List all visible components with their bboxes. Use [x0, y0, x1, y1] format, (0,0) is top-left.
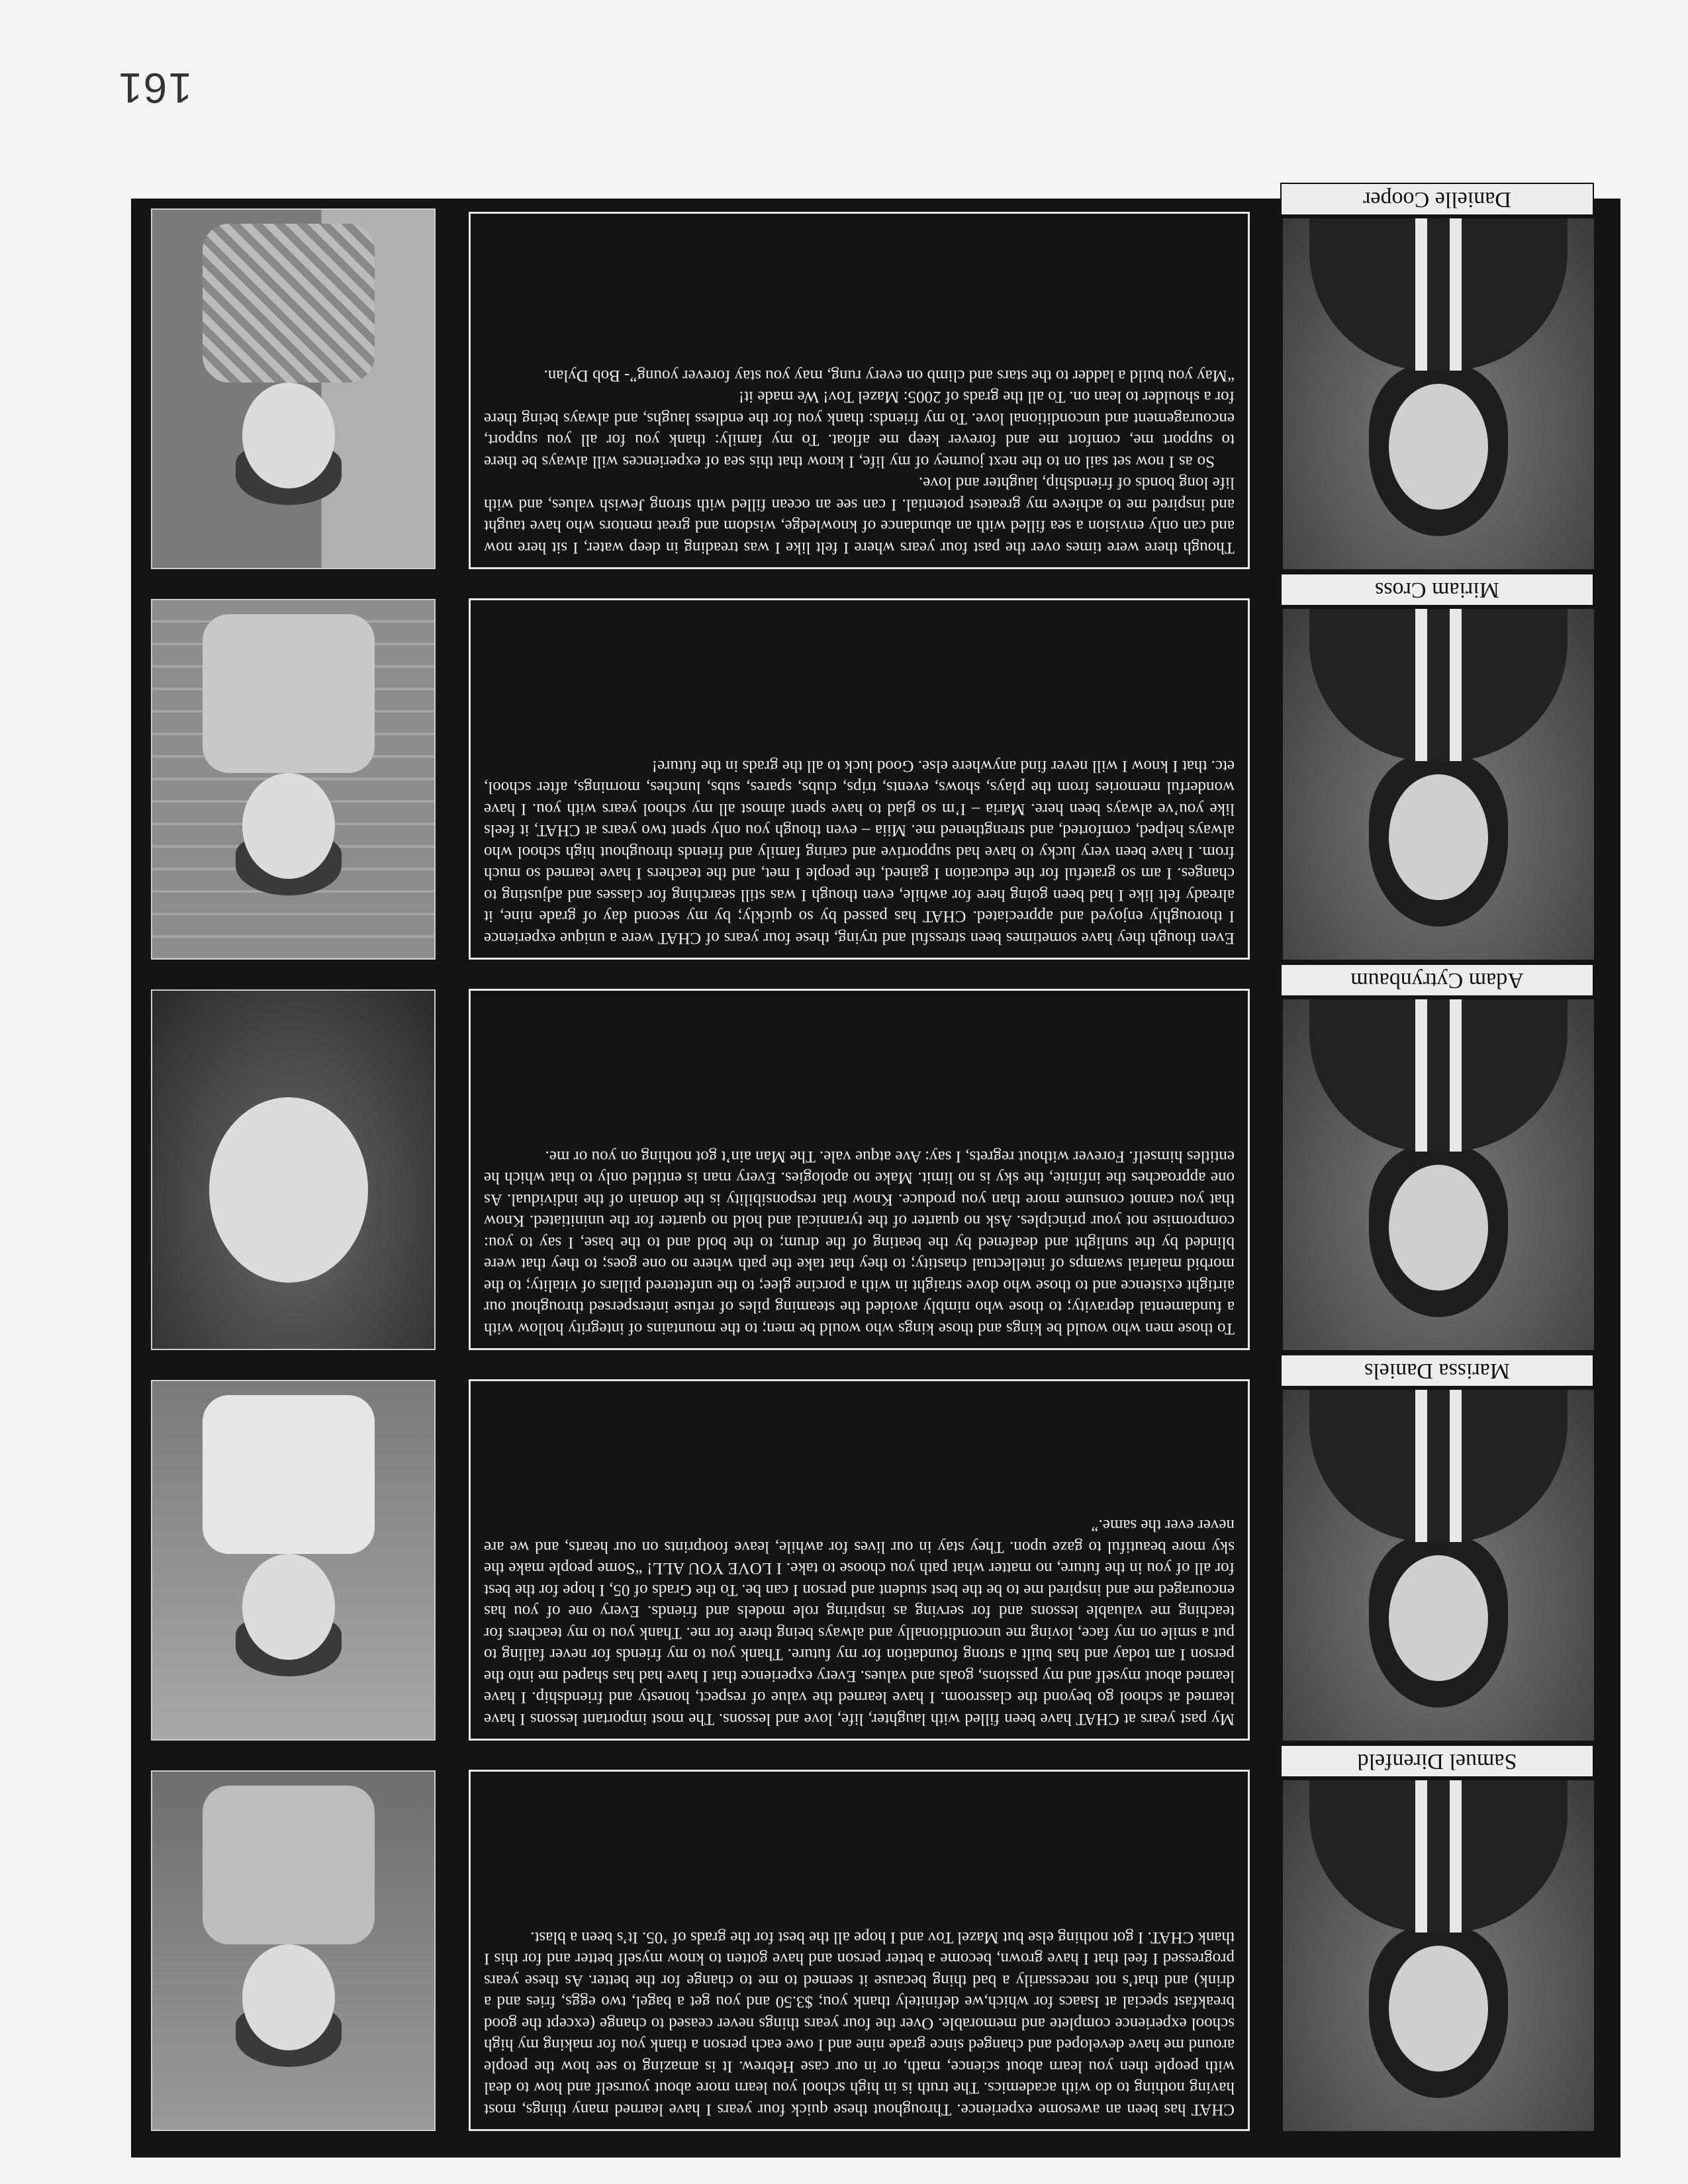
graduate-panel — [131, 187, 1620, 2158]
portrait-photo — [1283, 999, 1594, 1350]
childhood-photo — [151, 1770, 436, 2131]
student-message — [469, 1770, 1250, 2131]
childhood-photo — [151, 989, 436, 1350]
student-message — [469, 212, 1250, 569]
childhood-photo — [151, 599, 436, 960]
page-number: 161 — [117, 64, 192, 112]
message-paragraph: My past years at CHAT have been filled with laughter, life, love and lessons. The most important lessons I have learned at school go beyond the classroom. I have learned the value of respect, honesty and friendship. I have learned about myself and my passions, goals and values. Every experience that I have had has shaped me into the person I am today and has built a strong foundation for my future. Thank you to my friends for never failing to put a smile on my face, loving me unconditionally and always being there for me. Thank you to my teachers for teaching me valuable lessons and for serving as inspiring role models and friends. Every one of you has encouraged me and inspired me to be the best student and person I can be. To the Grads of 05, I hope for the best for all of you in the future, no matter what path you choose to take. I LOVE YOU ALL! “Some people make the sky more beautiful to gaze upon. They stay in our lives for awhile, leave footprints on our hearts, and we are never ever the same.” — [484, 1516, 1235, 1728]
student-message — [469, 989, 1250, 1350]
student-name: Danielle Cooper — [1280, 183, 1594, 216]
message-paragraph: Even though they have sometimes been stressful and trying, these four years of CHAT were a unique experience I thoroughly enjoyed and appreciated. CHAT has passed by so quickly; by my second day of grade nine, it already felt like I had been going here for awhile, even though I was still searching for classes and adjusting to changes. I am so grateful for the education I gained, the people I met, and the teachers I have learned so much from. I have been very lucky to have had supportive and caring family and friends throughout high school who always helped, comforted, and strengthened me. Miia – even though you only spent two years at CHAT, it feels like you’ve always been here. Maria – I’m so glad to have spent almost all my school years with you. I have wonderful memories from the plays, shows, events, trips, clubs, spares, subs, lunches, mornings, after school, etc. that I know I will never find anywhere else. Good luck to all the grads in the future! — [484, 757, 1235, 947]
student-name: Marissa Daniels — [1280, 1354, 1594, 1387]
message-paragraph: So as I now set sail on to the next journey of my life, I know that this sea of experiences will always be there to support me, comfort me and forever keep me afloat. To my family: thank you for all you support, encouragement and unconditional love. To my friends: thank you for the endless laughs, and always being there for a shoulder to lean on. To all the grads of 2005: Mazel Tov! We made it! — [484, 388, 1235, 471]
student-message — [469, 1379, 1250, 1741]
childhood-photo — [151, 208, 436, 569]
message-paragraph: CHAT has been an awesome experience. Throughout these quick four years I have learned many things, most having nothing to do with academics. The truth is in high school you learn more about yourself and how to deal with people then you learn about science, math, or in our case Hebrew. It is amazing to see how the people around me have developed and changed since grade nine and I owe each person a thank you for making my high school experience complete and memorable. Over the four years things never ceased to change (except the good breakfast special at Isaacs for which,we definitely thank you; $3.50 and you get a bagel, two eggs, fries and a drink) and that’s not necessarily a bad thing because it seemed to me to change for the better. As these years progressed I feel that I have grown, become a better person and have gotten to know myself better and for this I thank CHAT. I got nothing else but Mazel Tov and I hope all the best for the grads of ’05. It’s been a blast. — [484, 1929, 1235, 2118]
message-paragraph: Though there were times over the past four years where I felt like I was treading in deep water, I sit here now and can only envision a sea filled with an abundance of knowledge, wisdom and great mentors who have taught and inspired me to achieve my greatest potential. I can see an ocean filled with strong Jewish values, and with life long bonds of friendship, laughter and love. — [484, 474, 1235, 557]
student-name: Miriam Cross — [1280, 573, 1594, 606]
portrait-photo — [1283, 1780, 1594, 2131]
student-name: Adam Cytrynbaum — [1280, 964, 1594, 997]
childhood-photo — [151, 1380, 436, 1741]
student-name: Samuel Direnfeld — [1280, 1745, 1594, 1778]
message-paragraph: To those men who would be kings and those kings who would be men; to the mountains of integrity hollow with a fundamental depravity; to those who nimbly avoided the steaming piles of refuse interspersed throughout our airtight existence and to those who dove straight in with a porcine glee; to the unfettered pillars of vitality; to the morbid malarial swamps of intellectual chastity; to they that take the path where no one goes; to they that were blinded by the sunlight and deafened by the beating of the drum; to the bold and to the base, I say to you: compromise not your principles. Ask no quarter of the tyrannical and hold no quarter for the uninitiated. Know that you cannot consume more than you produce. Know that responsibility is the domain of the individual. As one approaches the infinite, the sky is no limit. Make no apologies. Every man is entitled only to that which he entitles himself. Forever without regrets, I say: Ave atque vale. The Man ain’t got nothing on you or me. — [484, 1148, 1235, 1338]
message-paragraph: “May you build a ladder to the stars and climb on every rung, may you stay forever young”- Bob Dylan. — [543, 367, 1235, 385]
student-message — [469, 598, 1250, 960]
portrait-photo — [1283, 218, 1594, 569]
portrait-photo — [1283, 1390, 1594, 1741]
portrait-photo — [1283, 609, 1594, 960]
